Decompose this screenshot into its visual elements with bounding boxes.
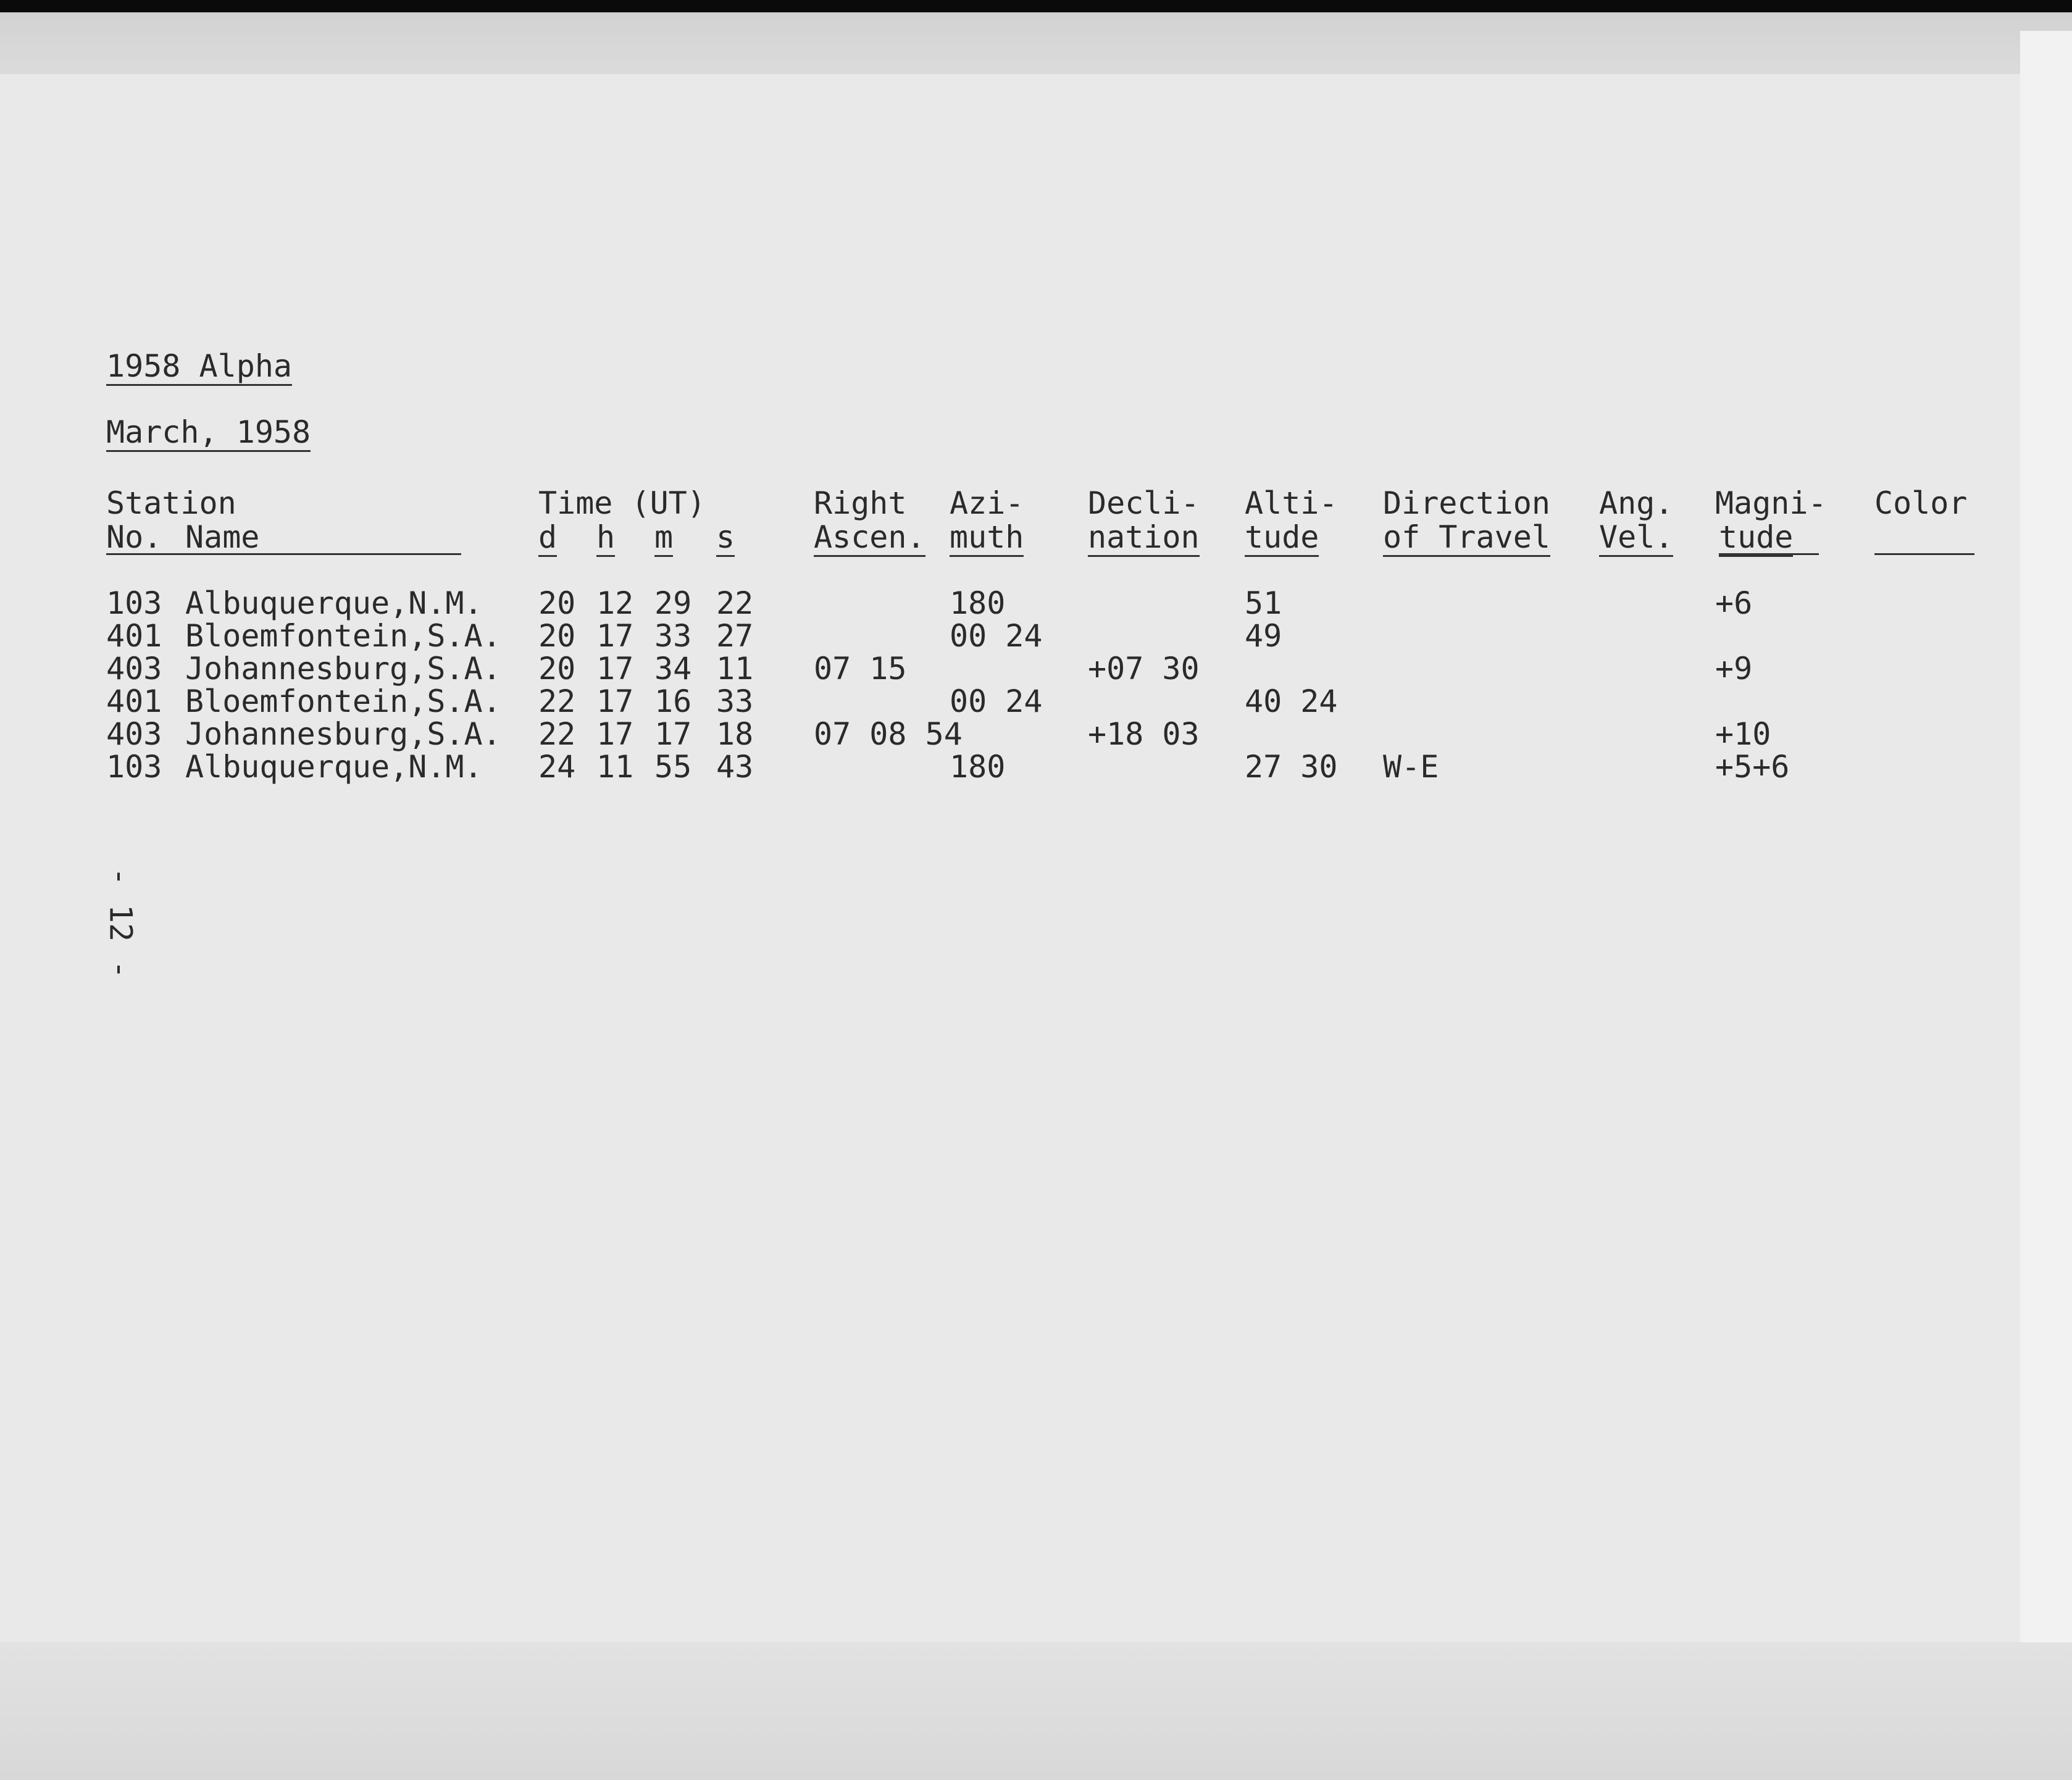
cell-no: 401 <box>106 683 162 719</box>
cell-no: 103 <box>106 585 162 621</box>
cell-mag: +5+6 <box>1715 749 1790 785</box>
cell-no: 403 <box>106 651 162 687</box>
header-direction-2: of Travel <box>1383 522 1550 557</box>
cell-alt: 51 <box>1245 585 1282 621</box>
header-station-no: No. <box>106 519 162 555</box>
cell-m: 34 <box>654 651 692 687</box>
magnitude-underline <box>1719 553 1819 555</box>
cell-h: 17 <box>596 651 634 687</box>
cell-m: 16 <box>654 683 692 719</box>
cell-no: 401 <box>106 618 162 654</box>
header-right-ascension: Right <box>814 485 907 521</box>
header-azimuth-2: muth <box>950 522 1024 557</box>
header-second: s <box>716 522 735 557</box>
header-minute: m <box>654 522 673 557</box>
header-station: Station <box>106 485 236 521</box>
cell-d: 20 <box>538 651 576 687</box>
cell-h: 12 <box>596 585 634 621</box>
header-azimuth: Azi- <box>950 485 1024 521</box>
cell-name: Albuquerque,N.M. <box>185 585 483 621</box>
header-right-ascension-2: Ascen. <box>814 522 925 557</box>
header-hour: h <box>596 522 615 557</box>
cell-name: Bloemfontein,S.A. <box>185 683 501 719</box>
header-magnitude-2: tude <box>1719 522 1793 557</box>
cell-name: Albuquerque,N.M. <box>185 749 483 785</box>
cell-mag: +9 <box>1715 651 1753 687</box>
header-declination-2: nation <box>1088 522 1200 557</box>
cell-mag: +6 <box>1715 585 1753 621</box>
header-declination: Decli- <box>1088 485 1200 521</box>
cell-az: 180 <box>950 585 1006 621</box>
cell-m: 33 <box>654 618 692 654</box>
cell-d: 22 <box>538 683 576 719</box>
cell-no: 103 <box>106 749 162 785</box>
header-altitude: Alti- <box>1245 485 1338 521</box>
header-angular-velocity-2: Vel. <box>1599 522 1673 557</box>
cell-d: 20 <box>538 618 576 654</box>
header-station-name: Name <box>185 519 260 555</box>
cell-h: 17 <box>596 618 634 654</box>
object-title: 1958 Alpha <box>106 351 292 386</box>
cell-h: 17 <box>596 683 634 719</box>
cell-d: 22 <box>538 716 576 752</box>
cell-alt: 40 24 <box>1245 683 1338 719</box>
cell-s: 11 <box>716 651 754 687</box>
station-underline <box>106 553 461 555</box>
header-time: Time (UT) <box>538 485 706 521</box>
cell-name: Bloemfontein,S.A. <box>185 618 501 654</box>
cell-s: 22 <box>716 585 754 621</box>
header-magnitude: Magni- <box>1715 485 1827 521</box>
cell-az: 180 <box>950 749 1006 785</box>
cell-m: 55 <box>654 749 692 785</box>
header-altitude-2: tude <box>1245 522 1319 557</box>
cell-d: 24 <box>538 749 576 785</box>
cell-s: 43 <box>716 749 754 785</box>
cell-no: 403 <box>106 716 162 752</box>
cell-az: 00 24 <box>950 618 1043 654</box>
cell-alt: 49 <box>1245 618 1282 654</box>
header-direction: Direction <box>1383 485 1550 521</box>
cell-name: Johannesburg,S.A. <box>185 651 501 687</box>
cell-s: 18 <box>716 716 754 752</box>
page-number: - 12 - <box>102 867 139 979</box>
cell-m: 17 <box>654 716 692 752</box>
cell-s: 33 <box>716 683 754 719</box>
cell-h: 17 <box>596 716 634 752</box>
cell-mag: +10 <box>1715 716 1771 752</box>
cell-m: 29 <box>654 585 692 621</box>
cell-alt: 27 30 <box>1245 749 1338 785</box>
color-underline <box>1874 553 1974 555</box>
cell-d: 20 <box>538 585 576 621</box>
cell-dir: W-E <box>1383 749 1439 785</box>
cell-ra: 07 08 54 <box>814 716 963 752</box>
cell-s: 27 <box>716 618 754 654</box>
header-color: Color <box>1874 485 1968 521</box>
header-day: d <box>538 522 557 557</box>
cell-name: Johannesburg,S.A. <box>185 716 501 752</box>
cell-dec: +07 30 <box>1088 651 1200 687</box>
cell-ra: 07 15 <box>814 651 907 687</box>
cell-h: 11 <box>596 749 634 785</box>
header-angular-velocity: Ang. <box>1599 485 1674 521</box>
cell-dec: +18 03 <box>1088 716 1200 752</box>
cell-az: 00 24 <box>950 683 1043 719</box>
date-heading: March, 1958 <box>106 417 311 452</box>
